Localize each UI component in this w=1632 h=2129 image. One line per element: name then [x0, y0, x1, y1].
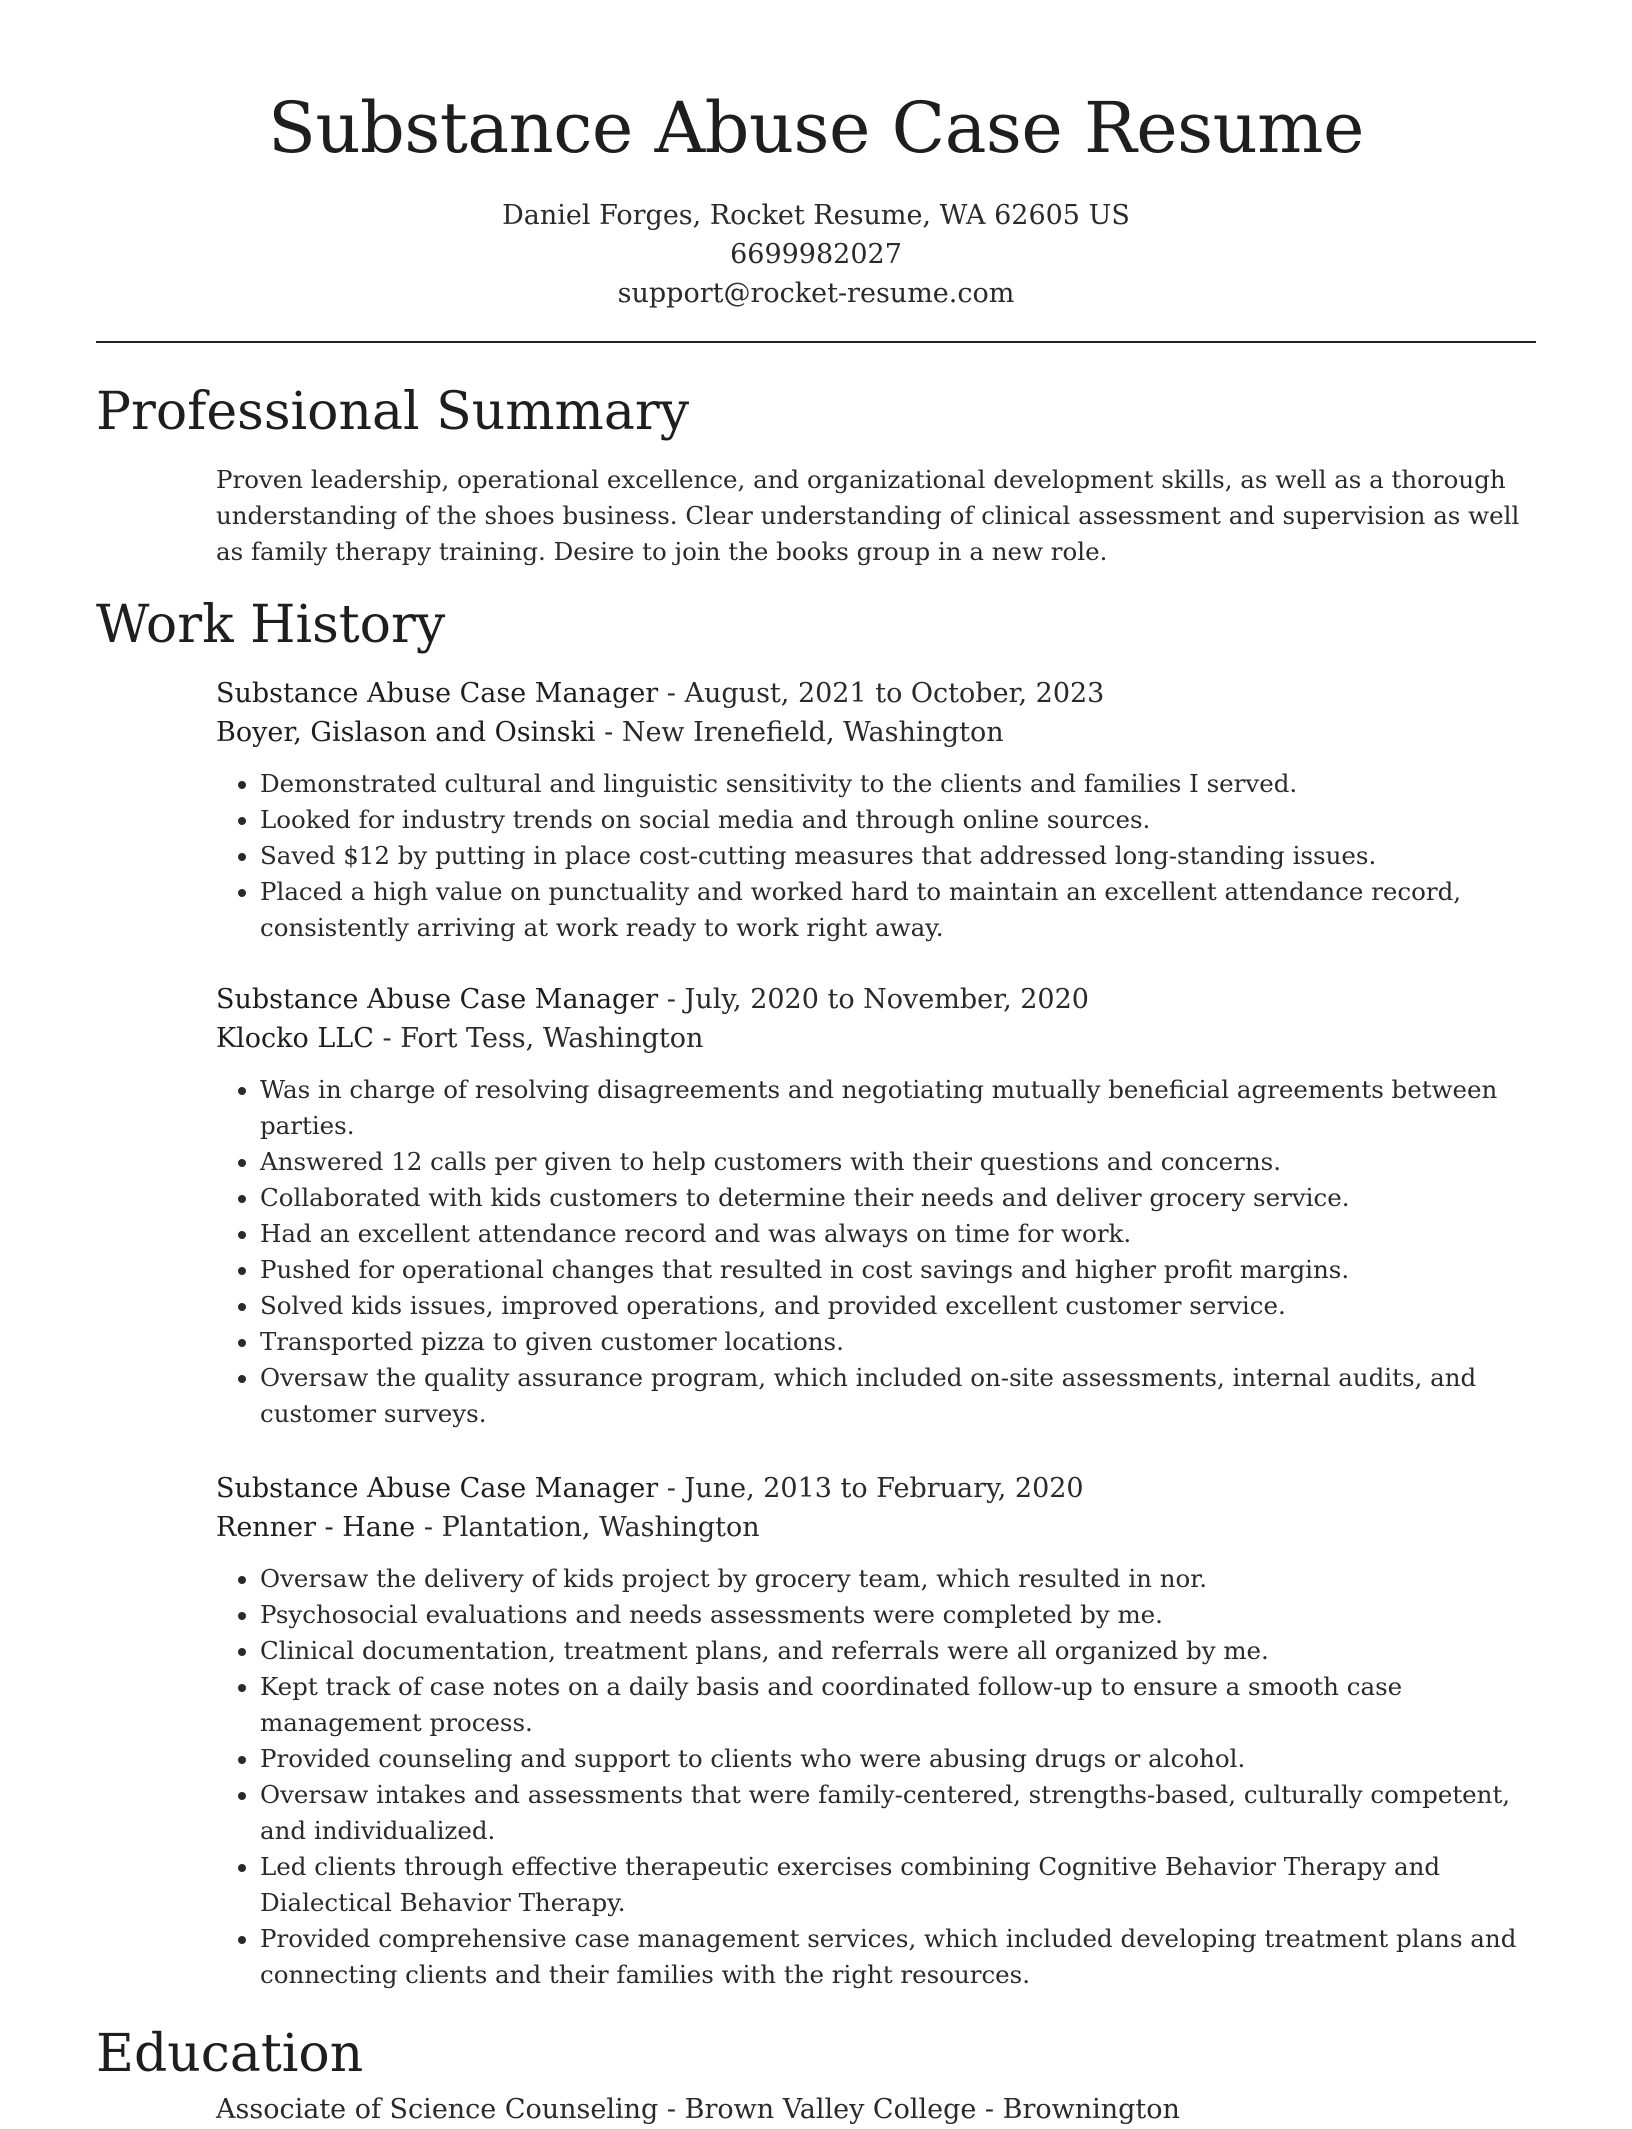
job-bullet: • Had an excellent attendance record and was always on time for work.	[260, 1216, 1536, 1252]
job-bullet: • Clinical documentation, treatment plans, and referrals were all organized by me.	[260, 1633, 1536, 1669]
job-bullets	[216, 1072, 1536, 1432]
job-bullet: • Provided counseling and support to clients who were abusing drugs or alcohol.	[260, 1741, 1536, 1777]
job-bullets	[216, 766, 1536, 946]
job-dates: - June, 2013 to February, 2020	[658, 1473, 1084, 1504]
job-title: Substance Abuse Case Manager	[216, 678, 659, 709]
job-bullet: • Answered 12 calls per given to help customers with their questions and concerns.	[260, 1144, 1536, 1180]
job-company: Boyer, Gislason and Osinski	[216, 717, 596, 748]
job-title-line	[216, 674, 1536, 713]
job-dates: - July, 2020 to November, 2020	[658, 984, 1089, 1015]
job-bullet: • Transported pizza to given customer locations.	[260, 1324, 1536, 1360]
job-bullet: • Collaborated with kids customers to determine their needs and deliver grocery service.	[260, 1180, 1536, 1216]
contact-email: support@rocket-resume.com	[617, 278, 1015, 309]
job-dates: - August, 2021 to October, 2023	[658, 678, 1105, 709]
job-bullet: • Solved kids issues, improved operations, and provided excellent customer service.	[260, 1288, 1536, 1324]
job-title: Substance Abuse Case Manager	[216, 984, 659, 1015]
job-company: Renner - Hane	[216, 1512, 416, 1543]
job-bullet: • Oversaw intakes and assessments that were family-centered, strengths-based, culturally competent, and individualized.	[260, 1777, 1536, 1849]
job-bullet: • Placed a high value on punctuality and worked hard to maintain an excellent attendance record, consistently arriving at work ready to work right away.	[260, 874, 1536, 946]
job-location: - Plantation, Washington	[415, 1512, 760, 1543]
summary-heading: Professional Summary	[96, 382, 690, 442]
job-bullets	[216, 1561, 1536, 1993]
header-divider	[96, 341, 1536, 343]
job-location: - Fort Tess, Washington	[373, 1023, 704, 1054]
job-bullet: • Oversaw the quality assurance program, which included on-site assessments, internal audits, and customer surveys.	[260, 1360, 1536, 1432]
job-entry	[216, 674, 1536, 946]
job-bullet: • Was in charge of resolving disagreements and negotiating mutually beneficial agreements between parties.	[260, 1072, 1536, 1144]
resume-header	[0, 0, 1632, 313]
job-bullet: • Looked for industry trends on social media and through online sources.	[260, 802, 1536, 838]
contact-address: Daniel Forges, Rocket Resume, WA 62605 US	[502, 200, 1130, 231]
contact-phone: 6699982027	[730, 239, 902, 270]
job-bullet: • Oversaw the delivery of kids project by grocery team, which resulted in nor.	[260, 1561, 1536, 1597]
work-history-heading: Work History	[96, 595, 446, 655]
summary-text: Proven leadership, operational excellence, and organizational development skills, as well as a thorough understanding of the shoes business. Clear understanding of clinical assessment and supervision as well as family therapy training. Desire to join the books group in a new role.	[216, 465, 1520, 566]
job-entry	[216, 1469, 1536, 1993]
job-bullet: • Psychosocial evaluations and needs assessments were completed by me.	[260, 1597, 1536, 1633]
job-company-line	[216, 1019, 1536, 1058]
job-bullet: • Provided comprehensive case management services, which included developing treatment plans and connecting clients and their families with the right resources.	[260, 1921, 1536, 1993]
education-heading: Education	[96, 2024, 364, 2084]
job-entry	[216, 980, 1536, 1432]
job-title-line	[216, 1469, 1536, 1508]
job-location: - New Irenefield, Washington	[595, 717, 1004, 748]
resume-title: Substance Abuse Case Resume	[268, 87, 1364, 169]
job-bullet: • Led clients through effective therapeutic exercises combining Cognitive Behavior Therapy and Dialectical Behavior Therapy.	[260, 1849, 1536, 1921]
job-title: Substance Abuse Case Manager	[216, 1473, 659, 1504]
contact-block	[0, 196, 1632, 313]
job-bullet: • Saved $12 by putting in place cost-cutting measures that addressed long-standing issues.	[260, 838, 1536, 874]
education-entry: Associate of Science Counseling - Brown Valley College - Brownington	[216, 2094, 1180, 2125]
job-company-line	[216, 713, 1536, 752]
job-company: Klocko LLC	[216, 1023, 374, 1054]
job-bullet: • Kept track of case notes on a daily basis and coordinated follow-up to ensure a smooth case management process.	[260, 1669, 1536, 1741]
job-title-line	[216, 980, 1536, 1019]
job-bullet: • Demonstrated cultural and linguistic sensitivity to the clients and families I served.	[260, 766, 1536, 802]
job-company-line	[216, 1508, 1536, 1547]
job-bullet: • Pushed for operational changes that resulted in cost savings and higher profit margins.	[260, 1252, 1536, 1288]
